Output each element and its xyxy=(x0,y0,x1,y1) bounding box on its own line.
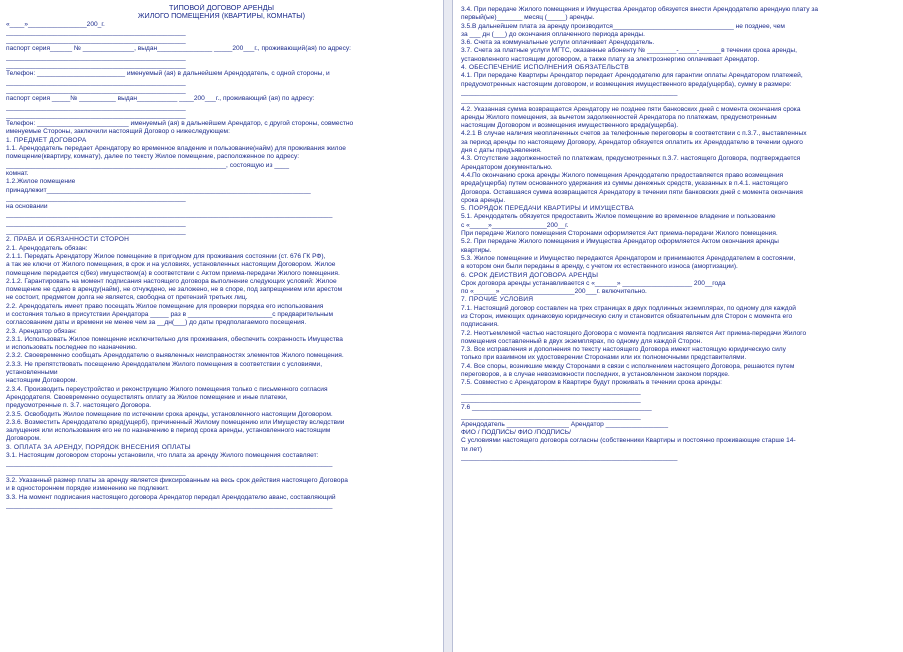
text-line: квартиры. xyxy=(461,246,492,254)
text-line: _________________________________________________________________________________________ xyxy=(6,211,333,219)
text-line: При передаче Жилого помещения Сторонами оформляется Акт приема-передачи Жилого помещения. xyxy=(461,230,778,238)
text-line: _________________________________________________________________________________________ xyxy=(6,501,333,509)
text-line: Арендатором документально. xyxy=(461,163,553,171)
text-line: 2.3.3. Не препятствовать посещению Арендодателем Жилого помещения в соответствии с условиями, xyxy=(6,360,323,368)
page-gap xyxy=(444,0,452,652)
text-line: паспорт серия______ № ______________, выдан_______________ _____200___г., проживающий(ая) по адресу: xyxy=(6,45,352,53)
text-line: _________________________________________________ xyxy=(6,62,186,70)
text-line: принадлежит________________________________________________________________________ xyxy=(6,186,311,194)
text-line: 4.4.По окончанию срока аренды Жилого помещения Арендодателю предоставляется право возмещения xyxy=(461,171,784,179)
text-line: только при взаимном их удостоверении Сторонами или их полномочными представителями. xyxy=(461,354,747,362)
text-line: 2.3.4. Производить переустройство и реконструкцию Жилого помещения только с письменного согласия xyxy=(6,385,328,393)
text-line: 3.7. Счета за платные услуги МГТС, оказанные абоненту № ________-_____-______в течении срока аренды, xyxy=(461,47,797,55)
text-line: 4.2.1 В случае наличия неоплаченных счетов за телефонные переговоры в соответствии с п.3.7., выставленных xyxy=(461,130,807,138)
text-line: _________________________________________________ xyxy=(6,111,186,119)
text-line: ___________________________________________________________ xyxy=(461,88,678,96)
text-line: 4.2. Указанная сумма возвращается Арендатору не позднее пяти банковских дней с момента окончания срока xyxy=(461,105,801,113)
section-heading: 4. ОБЕСПЕЧЕНИЕ ИСПОЛНЕНИЯ ОБЯЗАТЕЛЬСТВ xyxy=(461,64,629,72)
text-line: 4.3. Отсутствие задолженностей по платежам, предусмотренных п.3.7. настоящего Договора, подтверждается xyxy=(461,155,801,163)
page-1-text xyxy=(0,0,443,510)
text-line: _________________________________________________ xyxy=(6,78,186,86)
text-line: из Сторон, имеющих одинаковую юридическую силу и становится обязательным для Сторон с момента его xyxy=(461,312,793,320)
section-heading: 2. ПРАВА И ОБЯЗАННОСТИ СТОРОН xyxy=(6,236,130,244)
text-line: Договором. xyxy=(6,435,41,443)
text-line: Арендодателя. Своевременно осуществлять оплату за Жилое помещение и иные платежи, xyxy=(6,393,288,401)
text-line: Телефон: ________________________ именуемый (ая) в дальнейшем Арендодатель, с одной стороны, и xyxy=(6,70,330,78)
text-line: 5.2. При передаче Жилого помещения и Имущества Арендатор оформляется Актом окончания аренды xyxy=(461,238,779,246)
document-title: ТИПОВОЙ ДОГОВОР АРЕНДЫ xyxy=(169,4,274,12)
text-line: помещения составленный в двух экземплярах, по одному для каждой Сторон. xyxy=(461,337,703,345)
text-line: 2.3.6. Возместить Арендодателю вред(ущерб), причиненный Жилому помещению или Имуществу вследствии xyxy=(6,418,345,426)
text-line: срока аренды. xyxy=(461,196,506,204)
text-line: паспорт серия _____№ __________ выдан___________ ____200___г., проживающий (ая) по адресу: xyxy=(6,95,315,103)
text-line: в котором они были переданы в аренду, с учетом их естественного износа (амортизации). xyxy=(461,263,738,271)
text-line: за период аренды по настоящему Договору, Арендатор обязуется оплатить их Арендодателю в течении одного xyxy=(461,138,803,146)
text-line: _______________________________________________________________________________________ xyxy=(461,97,781,105)
text-line: 2.1. Арендодатель обязан: xyxy=(6,244,88,252)
text-line: 2.1.2. Гарантировать на момент подписания настоящего договора выполнение следующих условий: Жилое xyxy=(6,277,337,285)
text-line: 2.1.1. Передать Арендатору Жилое помещение в пригодном для проживания состоянии (ст. 676 ГК РФ), xyxy=(6,252,326,260)
text-line: 7.4. Все споры, возникшие между Сторонами в связи с исполнением настоящего Договора, решаются путем xyxy=(461,362,795,370)
text-line: 2.2. Арендодатель имеет право посещать Жилое помещение для проверки порядка его использования xyxy=(6,302,324,310)
section-heading: 3. ОПЛАТА ЗА АРЕНДУ, ПОРЯДОК ВНЕСЕНИЯ ОПЛАТЫ xyxy=(6,443,191,451)
text-line: _________________________________________________ xyxy=(6,219,186,227)
section-heading: 7. ПРОЧИЕ УСЛОВИЯ xyxy=(461,296,534,304)
text-line: _________________________________________________ xyxy=(461,412,641,420)
text-line: по «______» ____________________200___г. включительно. xyxy=(461,288,647,296)
text-line: _________________________________________________ xyxy=(6,468,186,476)
text-line: _________________________________________________ xyxy=(6,37,186,45)
text-line: на основании xyxy=(6,203,48,211)
text-line: 3.4. При передаче Жилого помещения и Имущества Арендатор обязуется внести Арендодателю арендную плату за xyxy=(461,6,819,13)
text-line: помещение передается с(без) имуществом(а) в соответствии с Актом приема-передачи Жилого помещения. xyxy=(6,269,340,277)
text-line: 1.2.Жилое помещение xyxy=(6,178,76,186)
text-line: переговоров, а в случае невозможности последних, в установленном законом порядке. xyxy=(461,371,730,379)
section-heading: 5. ПОРЯДОК ПЕРЕДАЧИ КВАРТИРЫ И ИМУЩЕСТВА xyxy=(461,205,634,213)
text-line: 2.3.2. Своевременно сообщать Арендодателю о выявленных неисправностях элементов Жилого помещения. xyxy=(6,352,344,360)
text-line: ти лет) xyxy=(461,445,483,453)
text-line: 3.6. Счета за коммунальные услуги оплачивает Арендодатель. xyxy=(461,39,655,47)
text-line: _________________________________________________ xyxy=(6,86,186,94)
document-title: ЖИЛОГО ПОМЕЩЕНИЯ (КВАРТИРЫ, КОМНАТЫ) xyxy=(137,12,306,21)
text-line: _________________________________________________ xyxy=(6,194,186,202)
text-line: _________________________________________________ xyxy=(6,53,186,61)
text-line: предусмотренные п. 3.7. настоящего Договора. xyxy=(6,402,152,410)
text-line: 3.5.В дальнейшем плата за аренду производится_________________________________ не позднее, чем xyxy=(461,22,785,30)
contract-page-1 xyxy=(0,0,444,652)
text-line: _________________________________________________ xyxy=(6,103,186,111)
text-line: Срок договора аренды устанавливается с «______» ___________________ 200__года xyxy=(461,279,726,287)
text-line: настоящим Договором. xyxy=(6,377,78,385)
text-line: 3.3. На момент подписания настоящего договора Арендатор передал Арендодателю аванс, составляющий xyxy=(6,493,336,501)
text-line: установленными xyxy=(6,369,58,377)
text-line: и в одностороннем порядке изменению не подлежит. xyxy=(6,485,169,493)
text-line: Договора. Оставшаяся сумма возвращается Арендатору в течении пяти банковских дней с момента окончания xyxy=(461,188,803,196)
text-line: 7.2. Неотъемлемой частью настоящего Договора с момента подписания является Акт приема-передачи Жилого xyxy=(461,329,807,337)
text-line: аренды Жилого помещения, за вычетом задолженностей Арендатора по платежам, предусмотренным xyxy=(461,113,777,121)
text-line: 7.3. Все исправления и дополнения по тексту настоящего Договора имеют настоящую юридическую силу xyxy=(461,346,786,354)
text-line: вреда(ущерба) путем основанного удержания из суммы денежных средств, указанных в п.4.1. настоящего xyxy=(461,180,788,188)
text-line: настоящим Договором и возмещения имущественного вреда(ущерба). xyxy=(461,122,679,130)
text-line: ___________________________________________________________ xyxy=(461,454,678,462)
text-line: и состояния только в присутствии Арендатора _____ раз в _______________________с предварительным xyxy=(6,310,334,318)
section-heading: 6. СРОК ДЕЙСТВИЯ ДОГОВОРА АРЕНДЫ xyxy=(461,271,599,279)
text-line: _________________________________________________________________________________________ xyxy=(6,460,333,468)
text-line: с «_____»_______________200__г. xyxy=(461,221,569,229)
text-line: дня с даты предъявления. xyxy=(461,147,542,155)
text-line: _________________________________________________ xyxy=(461,395,641,403)
text-line: 1.1. Арендодатель передает Арендатору во временное владение и пользование(найм) для проживания жилое xyxy=(6,145,346,153)
text-line: подписания. xyxy=(461,321,499,329)
text-line: 2.3.5. Освободить Жилое помещение по истечении срока аренды, установленного настоящим Договором. xyxy=(6,410,333,418)
text-line: первый(ые)_______ месяц (_____) аренды. xyxy=(461,14,595,22)
text-line: ФИО / ПОДПИСЬ/ ФИО /ПОДПИСЬ/ xyxy=(461,429,571,437)
text-line: 5.1. Арендодатель обязуется предоставить Жилое помещение во временное владение и пользование xyxy=(461,213,776,221)
text-line: 2.3. Арендатор обязан: xyxy=(6,327,77,335)
text-line: _________________________________________________ xyxy=(6,28,186,36)
text-line: 7.6 _________________________________________________ xyxy=(461,404,652,412)
text-line: «____»________________200_г. xyxy=(6,20,105,28)
text-line: залущения или использования его не по назначению в период срока аренды, установленного настоящим xyxy=(6,427,331,435)
text-line: 3.2. Указанный размер платы за аренду является фиксированным на весь срок действия настоящего Договора xyxy=(6,476,348,484)
text-line: 4.1. При передаче Квартиры Арендатор передает Арендодателю для гарантии оплаты Арендатором платежей, xyxy=(461,72,803,80)
text-line: именуемые Стороны, заключили настоящий Договор о нижеследующем: xyxy=(6,128,230,136)
text-line: помещение(квартиру, комнату), далее по тексту Жилое помещение, расположенное по адресу: xyxy=(6,153,300,161)
text-line: не состоит, предметом долга не является, свободна от претензий третьих лиц. xyxy=(6,294,248,302)
text-line: _________________________________________________ xyxy=(461,387,641,395)
text-line: комнат. xyxy=(6,169,29,177)
text-line: за ___ дн (___) до окончания оплаченного периода аренды. xyxy=(461,30,645,38)
text-line: 7.1. Настоящий договор составлен на трех страницах в двух подлинных экземплярах, по одному для каждой xyxy=(461,304,796,312)
text-line: 3.1. Настоящим договором стороны установили, что плата за аренду Жилого помещения составляет: xyxy=(6,452,319,460)
section-heading: 1. ПРЕДМЕТ ДОГОВОРА xyxy=(6,136,87,144)
text-line: 7.5. Совместно с Арендатором в Квартире будут проживать в течении срока аренды: xyxy=(461,379,722,387)
text-line: Телефон: _________________________ именуемый (ая) в дальнейшем Арендатор, с другой стороны, совместно xyxy=(6,120,354,128)
text-line: согласованием даты и времени не менее чем за __дн(___) до даты предполагаемого посещения. xyxy=(6,319,307,327)
text-line: ____________________________________________________________, состоящую из ____ xyxy=(6,161,289,169)
text-line: помещение не сдано в аренду(найм), не отчуждено, не заложено, не в споре, под запрещением или арестом xyxy=(6,286,343,294)
text-line: установленного настоящим договором, а также плату за электроэнергию оплачивает Арендатор. xyxy=(461,55,760,63)
text-line: 5.3. Жилое помещение и Имущество передаются Арендатором и принимаются Арендодателем в состоянии, xyxy=(461,254,796,262)
page-2-text xyxy=(453,0,903,462)
text-line: С условиями настоящего договора согласны (собственники Квартиры и постоянно проживающие старше 14- xyxy=(461,437,796,445)
text-line: предусмотренных настоящим договором, и возмещения имущественного вреда(ущерба), сумму в размере: xyxy=(461,80,792,88)
text-line: и использовать последнее по назначению. xyxy=(6,344,137,352)
text-line: _________________________________________________ xyxy=(6,228,186,236)
text-line: Арендодатель _________________ Арендатор _________________ xyxy=(461,420,668,428)
text-line: 2.3.1. Использовать Жилое помещение исключительно для проживания, обеспечить сохранность Имущества xyxy=(6,335,343,343)
text-line: а так же ключи от Жилого помещения, в срок и на условиях, установленных настоящим Договором. Жилое xyxy=(6,261,336,269)
contract-page-2 xyxy=(452,0,903,652)
